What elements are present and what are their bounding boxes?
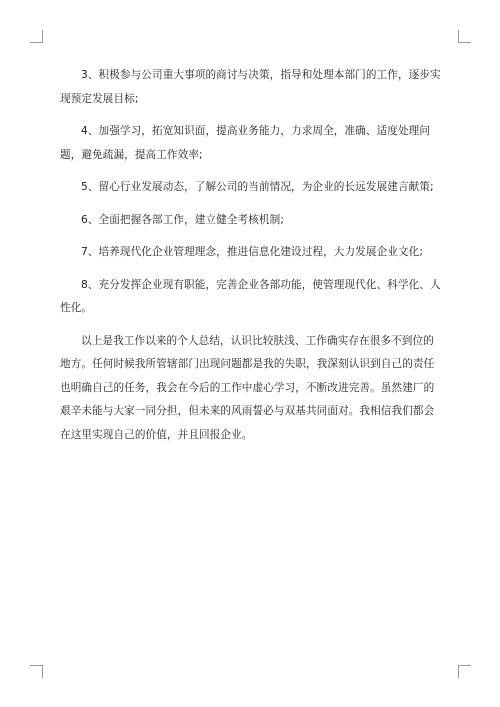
crop-mark-top-right xyxy=(458,30,471,43)
summary-paragraph: 以上是我工作以来的个人总结，认识比较肤浅、工作确实存在很多不到位的地方。任何时候我所管辖部门出现问题都是我的失职，我深刻认识到自己的责任也明确自己的任务，我会在今后的工作中虚心学习，不断改进完善。虽然建厂的艰辛未能与大家一同分担，但未来的风雨誓必与双基共同面对。我相信我们都会在这里实现自己的价值，并且回报企业。 xyxy=(60,334,435,441)
document-body xyxy=(60,64,444,456)
paragraph-item-5: 5、留心行业发展动态，了解公司的当前情况，为企业的长远发展建言献策; xyxy=(81,181,434,193)
paragraph-item-6: 6、全面把握各部工作，建立健全考核机制; xyxy=(81,213,284,226)
crop-mark-top-left xyxy=(30,30,43,43)
paragraph-item-7: 7、培养现代化企业管理理念，推进信息化建设过程，大力发展企业文化; xyxy=(81,246,424,258)
paragraph-item-8: 8、充分发挥企业现有职能，完善企业各部功能，使管理现代化、科学化、人性化。 xyxy=(60,278,441,314)
paragraph-item-4: 4、加强学习，拓宽知识面，提高业务能力，力求周全，准确、适度处理问题，避免疏漏，提高工作效率; xyxy=(60,125,431,161)
crop-mark-bottom-right xyxy=(458,665,471,678)
paragraph-item-3: 3、积极参与公司重大事项的商讨与决策，指导和处理本部门的工作，逐步实现预定发展目标; xyxy=(60,69,441,105)
crop-mark-bottom-left xyxy=(30,665,43,678)
